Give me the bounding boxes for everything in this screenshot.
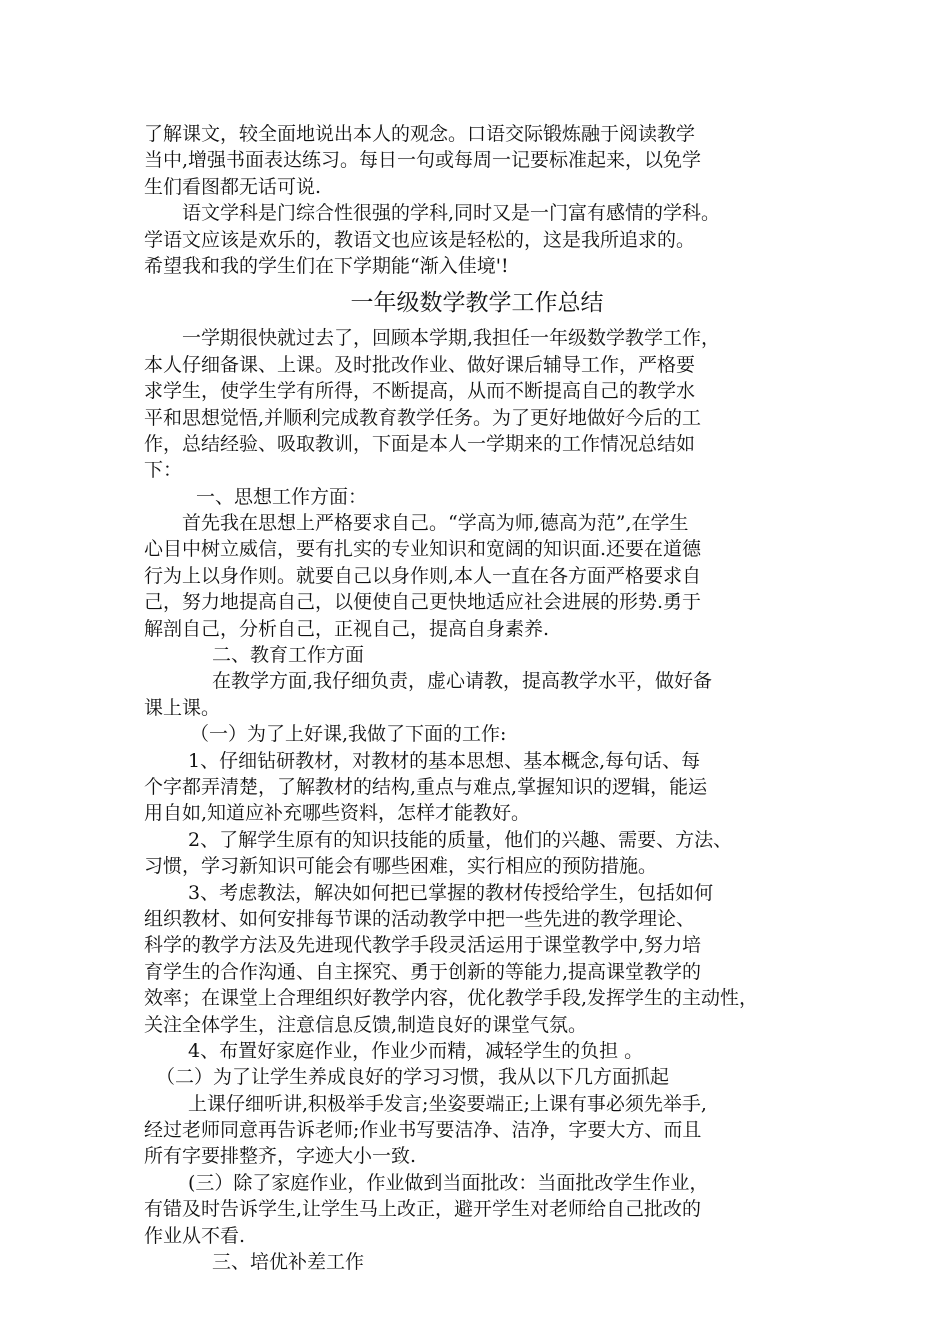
text-line: 习惯，学习新知识可能会有哪些困难，实行相应的预防措施。: [144, 855, 658, 878]
text-line: 组织教材、如何安排每节课的活动教学中把一些先进的教学理论、: [144, 907, 696, 930]
text-line: 平和思想觉悟,并顺利完成教育教学任务。为了更好地做好今后的工: [144, 406, 702, 429]
text-line: 关注全体学生，注意信息反馈,制造良好的课堂气氛。: [144, 1013, 588, 1036]
text-line: 作业从不看.: [144, 1224, 246, 1247]
text-line: 4、布置好家庭作业，作业少而精，减轻学生的负担 。: [188, 1039, 644, 1062]
text-line: 有错及时告诉学生,让学生马上改正，避开学生对老师给自己批改的: [144, 1198, 702, 1221]
text-line: 行为上以身作则。就要自己以身作则,本人一直在各方面严格要求自: [144, 564, 702, 587]
text-line: 一学期很快就过去了，回顾本学期,我担任一年级数学教学工作，: [182, 327, 721, 350]
subsection-heading: (三）除了家庭作业，作业做到当面批改：当面批改学生作业，: [188, 1171, 709, 1194]
intro-section: [144, 121, 810, 279]
text-line: 3、考虑教法，解决如何把已掌握的教材传授给学生，包括如何: [188, 881, 714, 904]
text-line: 作，总结经验、吸取教训，下面是本人一学期来的工作情况总结如: [144, 432, 696, 455]
text-line: 解剖自己，分析自己，正视自己，提高自身素养.: [144, 617, 550, 640]
text-line: 当中,增强书面表达练习。每日一句或每周一记要标准起来，以免学: [144, 149, 702, 172]
text-line: 所有字要排整齐，字迹大小一致.: [144, 1145, 417, 1168]
text-line: 心目中树立威信，要有扎实的专业知识和宽阔的知识面.还要在道德: [144, 538, 702, 561]
text-line: 首先我在思想上严格要求自己。“学高为师,德高为范”,在学生: [182, 512, 689, 535]
page-title: 一年级数学教学工作总结: [350, 290, 604, 317]
text-line: 2、了解学生原有的知识技能的质量，他们的兴趣、需要、方法、: [188, 828, 733, 851]
text-line: 在教学方面,我仔细负责，虚心请教，提高教学水平，做好备: [212, 670, 713, 693]
text-line: 用自如,知道应补充哪些资料，怎样才能教好。: [144, 802, 531, 825]
text-line: 语文学科是门综合性很强的学科,同时又是一门富有感情的学科。: [182, 202, 721, 225]
text-line: 经过老师同意再告诉老师;作业书写要洁净、洁净，字要大方、而且: [144, 1119, 702, 1142]
text-line: 上课仔细听讲,积极举手发言;坐姿要端正;上课有事必须先举手,: [188, 1092, 707, 1115]
text-line: 下：: [144, 459, 183, 482]
subsection-heading: （一）为了上好课,我做了下面的工作:: [190, 723, 507, 746]
subsection-heading: （二）为了让学生养成良好的学习习惯，我从以下几方面抓起: [156, 1066, 670, 1089]
text-line: 效率；在课堂上合理组织好教学内容，优化教学手段,发挥学生的主动性，: [144, 987, 759, 1010]
text-line: 求学生，使学生学有所得，不断提高，从而不断提高自己的教学水: [144, 380, 696, 403]
text-line: 育学生的合作沟通、自主探究、勇于创新的等能力,提高课堂教学的: [144, 960, 702, 983]
text-line: 课上课。: [144, 696, 221, 719]
section-heading: 一、思想工作方面：: [196, 485, 368, 508]
body-section: [144, 325, 810, 1275]
text-line: 生们看图都无话可说.: [144, 175, 322, 198]
text-line: 科学的教学方法及先进现代教学手段灵活运用于课堂教学中,努力培: [144, 934, 702, 957]
text-line: 希望我和我的学生们在下学期能“渐入佳境'!: [144, 254, 509, 277]
text-line: 学语文应该是欢乐的，教语文也应该是轻松的，这是我所追求的。: [144, 228, 696, 251]
section-heading: 三、培优补差工作: [212, 1251, 365, 1274]
text-line: 本人仔细备课、上课。及时批改作业、做好课后辅导工作，严格要: [144, 353, 696, 376]
text-line: 个字都弄清楚，了解教材的结构,重点与难点,掌握知识的逻辑，能运: [144, 775, 708, 798]
text-line: 1、仔细钻研教材，对教材的基本思想、基本概念,每句话、每: [188, 749, 701, 772]
text-line: 了解课文，较全面地说出本人的观念。口语交际锻炼融于阅读教学: [144, 123, 696, 145]
text-line: 己，努力地提高自己，以便使自己更快地适应社会进展的形势.勇于: [144, 591, 702, 614]
section-heading: 二、教育工作方面: [212, 644, 365, 667]
